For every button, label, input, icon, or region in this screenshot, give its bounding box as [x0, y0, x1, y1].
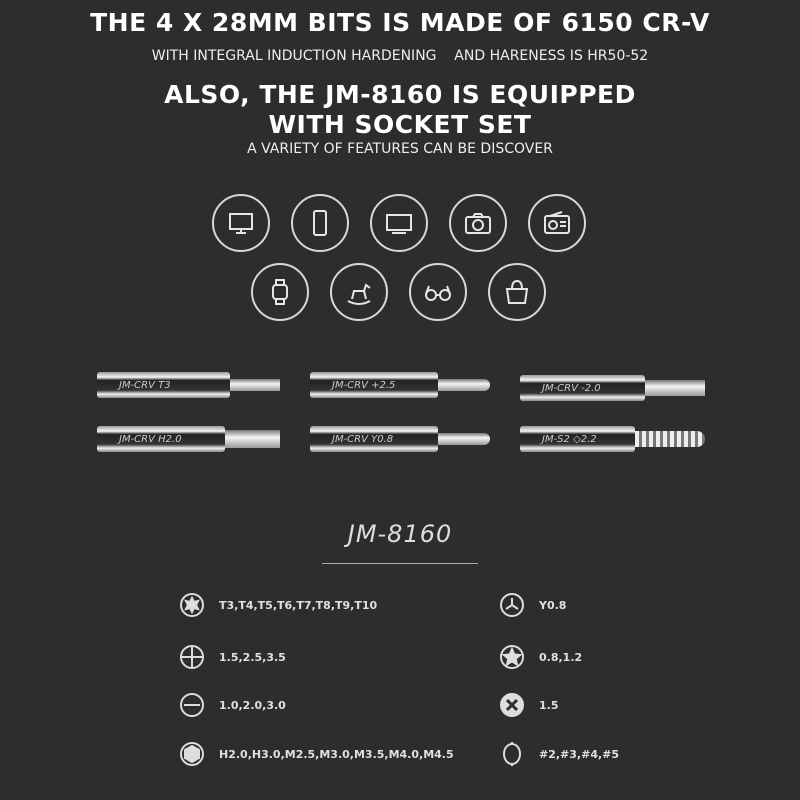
bit-phillips	[310, 372, 490, 398]
headline-2: WITH INTEGRAL INDUCTION HARDENING AND HARENESS IS HR50-52	[151, 48, 649, 64]
bit-label: JM-CRV +2.5	[310, 372, 438, 398]
spec-item: #2,#3,#4,#5	[499, 741, 619, 767]
spec-item: 0.8,1.2	[499, 644, 582, 670]
bit-label: JM-CRV Y0.8	[310, 426, 438, 452]
monitor-icon	[212, 194, 270, 252]
headline-1: THE 4 X 28MM BITS IS MADE OF 6150 CR-V	[90, 8, 710, 37]
bit-hex	[97, 426, 280, 452]
glasses-icon	[409, 263, 467, 321]
hex-icon	[179, 741, 205, 767]
model-name: JM-8160	[347, 520, 453, 548]
bit-label: JM-CRV -2.0	[520, 375, 645, 401]
headline-4: WITH SOCKET SET	[268, 110, 532, 139]
bit-screw	[520, 426, 705, 452]
bit-torx	[97, 372, 280, 398]
bit-label: JM-CRV H2.0	[97, 426, 225, 452]
bit-tri-wing	[310, 426, 490, 452]
spec-item: H2.0,H3.0,M2.5,M3.0,M3.5,M4.0,M4.5	[179, 741, 454, 767]
spec-item: 1.5	[499, 692, 559, 718]
cross-square-icon	[499, 692, 525, 718]
bit-slotted	[520, 375, 705, 401]
torx-icon	[179, 592, 205, 618]
spec-item: 1.0,2.0,3.0	[179, 692, 286, 718]
rocking-horse-icon	[330, 263, 388, 321]
spec-item: Y0.8	[499, 592, 566, 618]
bit-label: JM-CRV T3	[97, 372, 230, 398]
spec-item: 1.5,2.5,3.5	[179, 644, 286, 670]
tri-wing-icon	[499, 592, 525, 618]
radio-icon	[528, 194, 586, 252]
triangle-bit-icon	[499, 741, 525, 767]
pentalobe-icon	[499, 644, 525, 670]
camera-icon	[449, 194, 507, 252]
phone-icon	[291, 194, 349, 252]
bit-label: JM-S2 ◇2.2	[520, 426, 635, 452]
tv-icon	[370, 194, 428, 252]
phillips-icon	[179, 644, 205, 670]
divider	[322, 563, 478, 564]
slotted-icon	[179, 692, 205, 718]
handbag-icon	[488, 263, 546, 321]
headline-3: ALSO, THE JM-8160 IS EQUIPPED	[164, 80, 636, 109]
headline-5: A VARIETY OF FEATURES CAN BE DISCOVER	[247, 141, 553, 157]
spec-item: T3,T4,T5,T6,T7,T8,T9,T10	[179, 592, 377, 618]
watch-icon	[251, 263, 309, 321]
